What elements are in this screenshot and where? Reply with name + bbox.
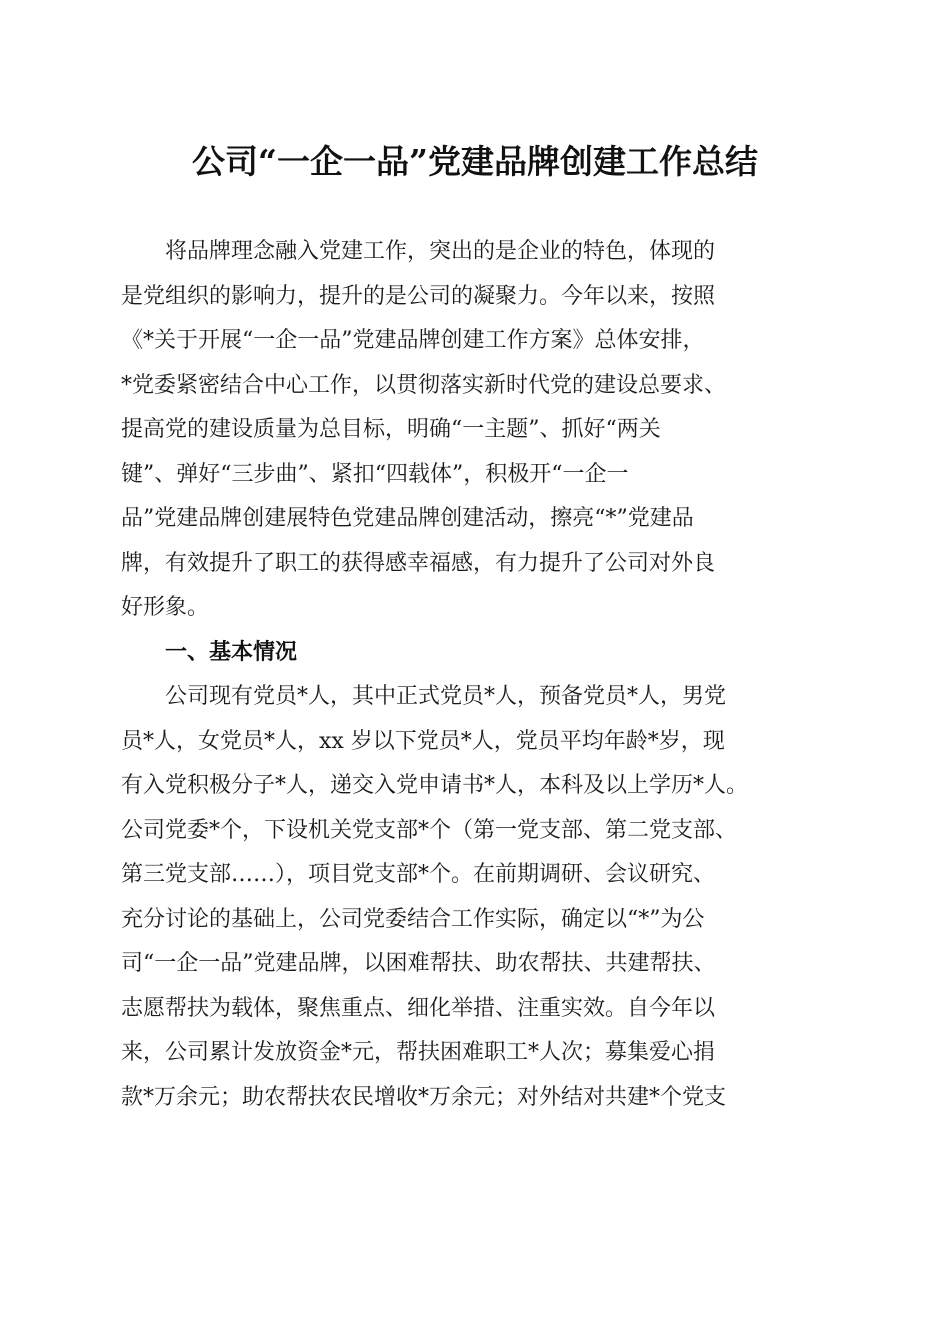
text-line: 《*关于开展“一企一品”党建品牌创建工作方案》总体安排， xyxy=(121,328,705,353)
text-line: 公司党委*个，下设机关党支部*个（第一党支部、第二党支部、 xyxy=(121,817,738,843)
text-line: 牌，有效提升了职工的获得感幸福感，有力提升了公司对外良 xyxy=(121,550,716,576)
document-title: 公司“一企一品”党建品牌创建工作总结 xyxy=(192,142,758,181)
text-line: 键”、弹好“三步曲”、紧扣“四载体”，积极开“一企一 xyxy=(121,461,629,487)
text-line: 来，公司累计发放资金*元，帮扶困难职工*人次；募集爱心捐 xyxy=(121,1040,716,1065)
text-line: 志愿帮扶为载体，聚焦重点、细化举措、注重实效。自今年以 xyxy=(121,995,716,1021)
text-line: 品”党建品牌创建展特色党建品牌创建活动，擦亮“*”党建品 xyxy=(121,506,694,531)
text-line: 款*万余元；助农帮扶农民增收*万余元；对外结对共建*个党支 xyxy=(121,1084,727,1110)
text-line: 公司现有党员*人，其中正式党员*人，预备党员*人，男党 xyxy=(121,684,727,709)
text-line: 充分讨论的基础上，公司党委结合工作实际，确定以“*”为公 xyxy=(121,906,705,932)
section-heading xyxy=(121,631,827,676)
document-body xyxy=(121,230,827,1120)
text-line: 司“一企一品”党建品牌，以困难帮扶、助农帮扶、共建帮扶、 xyxy=(121,951,716,976)
section-heading-text: 一、基本情况 xyxy=(121,639,298,665)
section-paragraph xyxy=(121,675,827,1120)
text-line: 提高党的建设质量为总目标，明确“一主题”、抓好“两关 xyxy=(121,417,661,442)
text-line: 是党组织的影响力，提升的是公司的凝聚力。今年以来，按照 xyxy=(121,283,716,309)
text-line: 第三党支部……），项目党支部*个。在前期调研、会议研究、 xyxy=(121,862,716,887)
text-line: 有入党积极分子*人，递交入党申请书*人，本科及以上学历*人。 xyxy=(121,773,749,798)
text-line: 将品牌理念融入党建工作，突出的是企业的特色，体现的 xyxy=(121,239,716,264)
intro-paragraph xyxy=(121,230,827,631)
text-line: 员*人，女党员*人，xx 岁以下党员*人，党员平均年龄*岁，现 xyxy=(121,728,725,754)
text-line: 好形象。 xyxy=(121,595,210,620)
text-line: *党委紧密结合中心工作，以贯彻落实新时代党的建设总要求、 xyxy=(121,372,727,398)
